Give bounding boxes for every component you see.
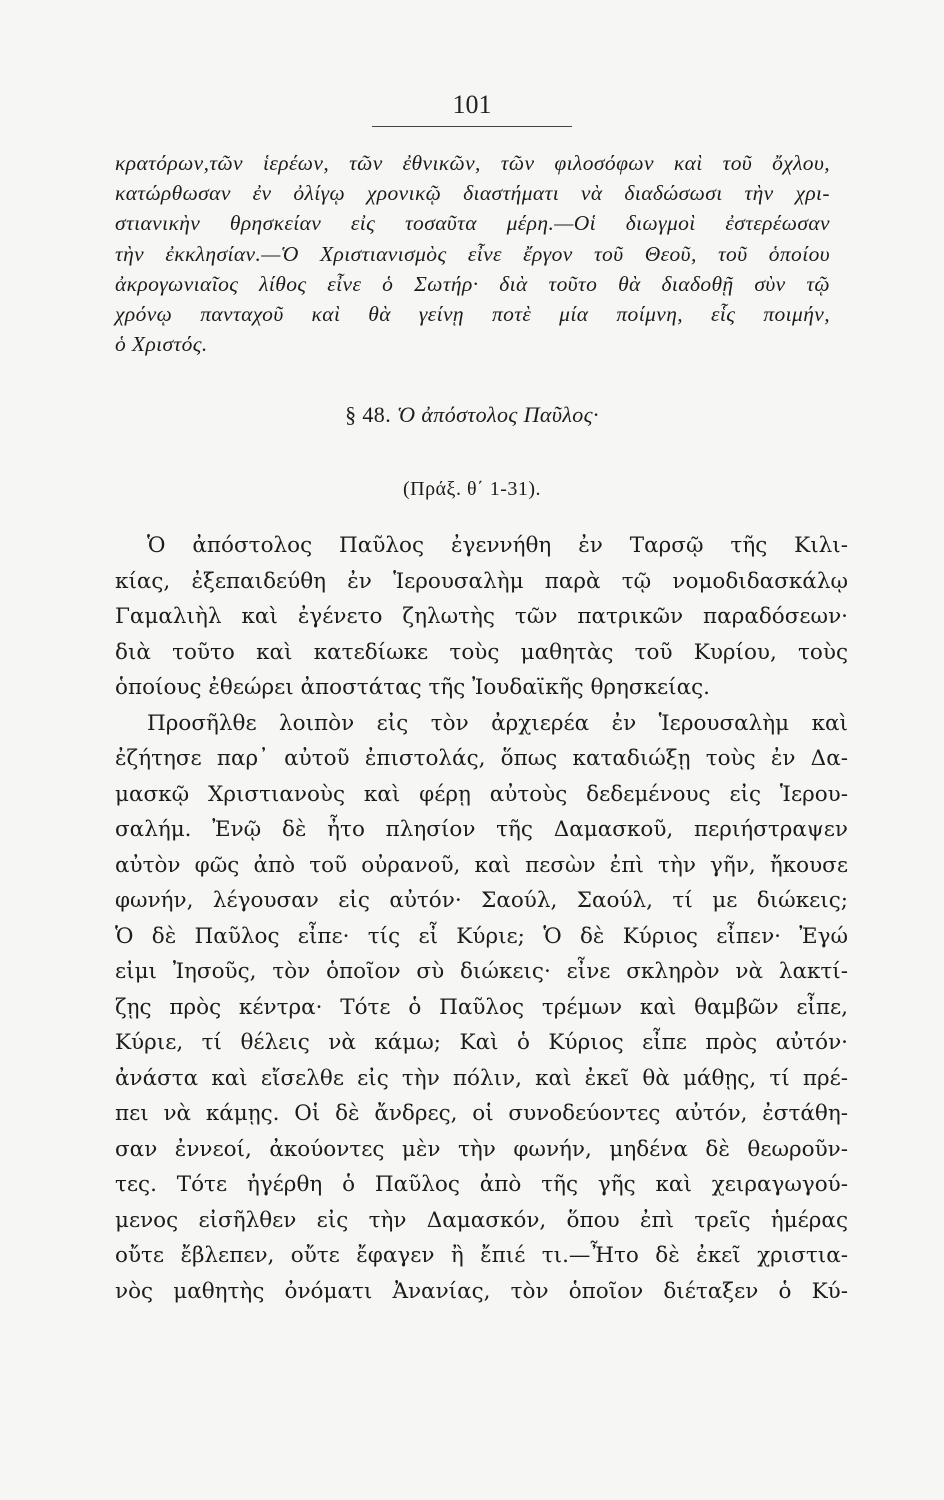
text-line: οὔτε ἔβλεπεν, οὔτε ἔφαγεν ἢ ἔπιέ τι.—Ἦτο δὲ ἐκεῖ χριστια- (115, 1243, 848, 1268)
section-heading (0, 402, 944, 428)
text-line: ὁποίους ἐθεώρει ἀποστάτας τῆς Ἰουδαϊκῆς θρησκείας. (115, 675, 710, 700)
text-line: Προσῆλθε λοιπὸν εἰς τὸν ἀρχιερέα ἐν Ἱερουσαλὴμ καὶ (147, 710, 848, 736)
text-line: νὸς μαθητὴς ὀνόματι Ἀνανίας, τὸν ὁποῖον διέταξεν ὁ Κύ- (115, 1278, 848, 1304)
text-line: ἐζήτησε παρ᾽ αὐτοῦ ἐπιστολάς, ὅπως καταδιώξῃ τοὺς ἐν Δα- (115, 746, 848, 771)
text-line: Γαμαλιὴλ καὶ ἐγένετο ζηλωτὴς τῶν πατρικῶν παραδόσεων· (115, 604, 848, 629)
section-title: Ὁ ἀπόστολος Παῦλος· (397, 402, 599, 427)
text-line: πει νὰ κάμῃς. Οἱ δὲ ἄνδρες, οἱ συνοδεύοντες αὐτόν, ἐστάθη- (115, 1101, 848, 1126)
text-line: σαν ἐννεοί, ἀκούοντες μὲν τὴν φωνήν, μηδένα δὲ θεωροῦν- (115, 1136, 848, 1162)
text-line: εἰμι Ἰησοῦς, τὸν ὁποῖον σὺ διώκεις· εἶνε σκληρὸν νὰ λακτί- (115, 959, 848, 984)
scripture-reference: (Πράξ. θ΄ 1-31). (402, 478, 542, 500)
text-line: αὐτὸν φῶς ἀπὸ τοῦ οὐρανοῦ, καὶ πεσὼν ἐπὶ τὴν γῆν, ἤκουσε (115, 852, 848, 878)
text-line: κρατόρων,τῶν ἱερέων, τῶν ἐθνικῶν, τῶν φιλοσόφων καὶ τοῦ ὄχλου, (115, 151, 830, 175)
text-line: σαλήμ. Ἐνῷ δὲ ἦτο πλησίον τῆς Δαμασκοῦ, περιήστραψεν (115, 817, 848, 842)
text-line: κατώρθωσαν ἐν ὀλίγῳ χρονικῷ διαστήματι νὰ διαδώσωσι τὴν χρι- (115, 181, 830, 206)
header-rule (372, 126, 572, 127)
page-number: 101 (452, 90, 492, 119)
text-line: ὁ Χριστός. (115, 332, 208, 357)
text-line: χρόνῳ πανταχοῦ καὶ θὰ γείνῃ ποτὲ μία ποίμνη, εἷς ποιμήν, (115, 302, 830, 327)
body-paragraph (115, 528, 848, 1309)
text-line: Ὁ ἀπόστολος Παῦλος ἐγεννήθη ἐν Ταρσῷ τῆς Κιλι- (147, 533, 848, 558)
section-number: § 48. (345, 402, 392, 427)
text-line: Ὁ δὲ Παῦλος εἶπε· τίς εἶ Κύριε; Ὁ δὲ Κύριος εἶπεν· Ἐγώ (115, 923, 848, 949)
text-line: ζῃς πρὸς κέντρα· Τότε ὁ Παῦλος τρέμων καὶ θαμβῶν εἶπε, (115, 994, 848, 1020)
text-line: μασκῷ Χριστιανοὺς καὶ φέρῃ αὐτοὺς δεδεμένους εἰς Ἱερου- (115, 781, 848, 807)
text-line: ἀκρογωνιαῖος λίθος εἶνε ὁ Σωτήρ· διὰ τοῦτο θὰ διαδοθῇ σὺν τῷ (115, 271, 830, 296)
text-line: διὰ τοῦτο καὶ κατεδίωκε τοὺς μαθητὰς τοῦ Κυρίου, τοὺς (115, 639, 848, 665)
text-line: τὴν ἐκκλησίαν.—Ὁ Χριστιανισμὸς εἶνε ἔργον τοῦ Θεοῦ, τοῦ ὁποίου (115, 241, 830, 266)
text-line: ἀνάστα καὶ εἴσελθε εἰς τὴν πόλιν, καὶ ἐκεῖ θὰ μάθῃς, τί πρέ- (115, 1065, 848, 1091)
italic-paragraph (115, 148, 830, 359)
text-line: κίας, ἐξεπαιδεύθη ἐν Ἱερουσαλὴμ παρὰ τῷ νομοδιδασκάλῳ (115, 568, 848, 594)
text-line: στιανικὴν θρησκείαν εἰς τοσαῦτα μέρη.—Οἱ διωγμοὶ ἐστερέωσαν (115, 211, 830, 236)
text-line: Κύριε, τί θέλεις νὰ κάμω; Καὶ ὁ Κύριος εἶπε πρὸς αὐτόν· (115, 1030, 848, 1055)
text-line: φωνήν, λέγουσαν εἰς αὐτόν· Σαούλ, Σαούλ, τί με διώκεις; (115, 888, 848, 913)
text-line: μενος εἰσῆλθεν εἰς τὴν Δαμασκόν, ὅπου ἐπὶ τρεῖς ἡμέρας (115, 1207, 848, 1233)
text-line: τες. Τότε ἠγέρθη ὁ Παῦλος ἀπὸ τῆς γῆς καὶ χειραγωγού- (115, 1172, 848, 1197)
